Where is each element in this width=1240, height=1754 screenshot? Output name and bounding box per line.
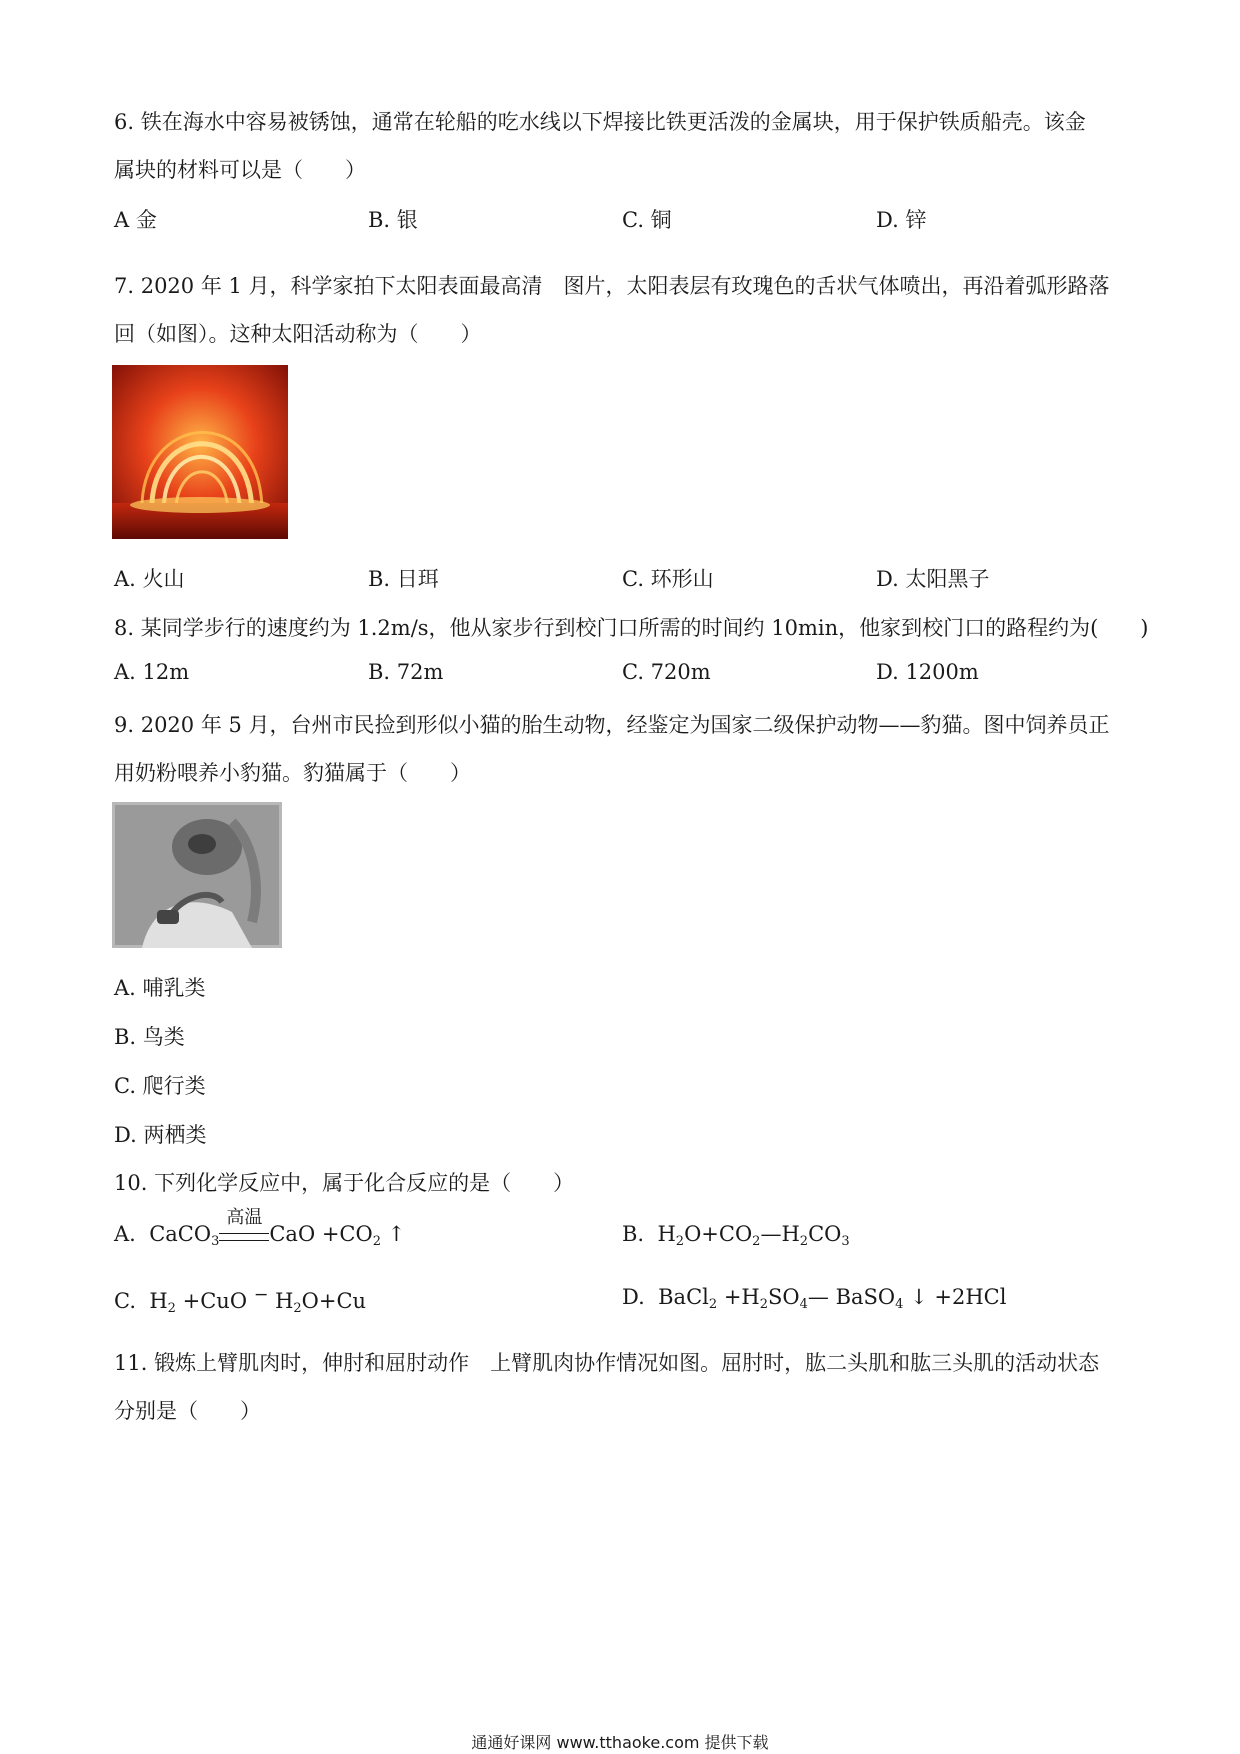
q11-stem-line1: 11. 锻炼上臂肌肉时，伸肘和屈肘动作 上臂肌肉协作情况如图。屈肘时，肱二头肌和肱三头肌的活动状态 bbox=[114, 1351, 1100, 1375]
q10-option-c: C. $H_2 +CuO$ − $H_2O+Cu$ bbox=[114, 1285, 367, 1316]
q9-stem-line2: 用奶粉喂养小豹猫。豹猫属于（ ） bbox=[114, 761, 471, 785]
q6-stem-line1: 6. 铁在海水中容易被锈蚀，通常在轮船的吃水线以下焊接比铁更活泼的金属块，用于保护铁质船壳。该金 bbox=[114, 110, 1086, 134]
q7-stem-line2: 回（如图）。这种太阳活动称为（ ） bbox=[114, 322, 482, 346]
q8-option-c: C. 720m bbox=[622, 660, 711, 684]
footer-watermark: 通通好课网 www.tthaoke.com 提供下载 bbox=[471, 1733, 769, 1752]
q11-stem-line2: 分别是（ ） bbox=[114, 1399, 261, 1423]
q6-option-d: D. 锌 bbox=[876, 208, 927, 232]
q9-option-d: D. 两栖类 bbox=[114, 1123, 207, 1147]
q7-option-d: D. 太阳黑子 bbox=[876, 567, 990, 591]
q9-stem-line1: 9. 2020 年 5 月，台州市民捡到形似小猫的胎生动物，经鉴定为国家二级保护动物——豹猫。图中饲养员正 bbox=[114, 713, 1110, 737]
q6-option-b: B. 银 bbox=[368, 208, 418, 232]
q8-stem-line1: 8. 某同学步行的速度约为 1.2m/s，他从家步行到校门口所需的时间约 10min，他家到校门口的路程约为( ) bbox=[114, 616, 1149, 640]
solar-prominence-image bbox=[112, 365, 288, 539]
q10-stem-line1: 10. 下列化学反应中，属于化合反应的是（ ） bbox=[114, 1171, 575, 1195]
q7-option-c: C. 环形山 bbox=[622, 567, 714, 591]
q6-stem-line2: 属块的材料可以是（ ） bbox=[114, 158, 366, 182]
q9-option-a: A. 哺乳类 bbox=[114, 976, 206, 1000]
q8-option-a: A. 12m bbox=[114, 660, 190, 684]
q7-option-a: A. 火山 bbox=[114, 567, 185, 591]
q7-stem-line1: 7. 2020 年 1 月，科学家拍下太阳表面最高清 图片，太阳表层有玫瑰色的舌状气体喷出，再沿着弧形路落 bbox=[114, 274, 1110, 298]
q7-option-b: B. 日珥 bbox=[368, 567, 439, 591]
q9-option-b: B. 鸟类 bbox=[114, 1025, 185, 1049]
q8-option-d: D. 1200m bbox=[876, 660, 979, 684]
q10-option-d: D. BaCl$_2$ $+H_2SO_4—$ BaSO$_4$ ↓ +2HCl bbox=[622, 1285, 1007, 1312]
q6-option-a: A 金 bbox=[114, 208, 157, 232]
q10-option-b: B. $H_2O+CO_2—H_2CO_3$ bbox=[622, 1222, 850, 1249]
leopard-cat-photo bbox=[112, 802, 282, 948]
q9-option-c: C. 爬行类 bbox=[114, 1074, 206, 1098]
q10-option-a: A. CaCO$_3$ 高温 CaO $+CO_2$ ↑ bbox=[114, 1207, 406, 1249]
q8-option-b: B. 72m bbox=[368, 660, 444, 684]
q6-option-c: C. 铜 bbox=[622, 208, 672, 232]
